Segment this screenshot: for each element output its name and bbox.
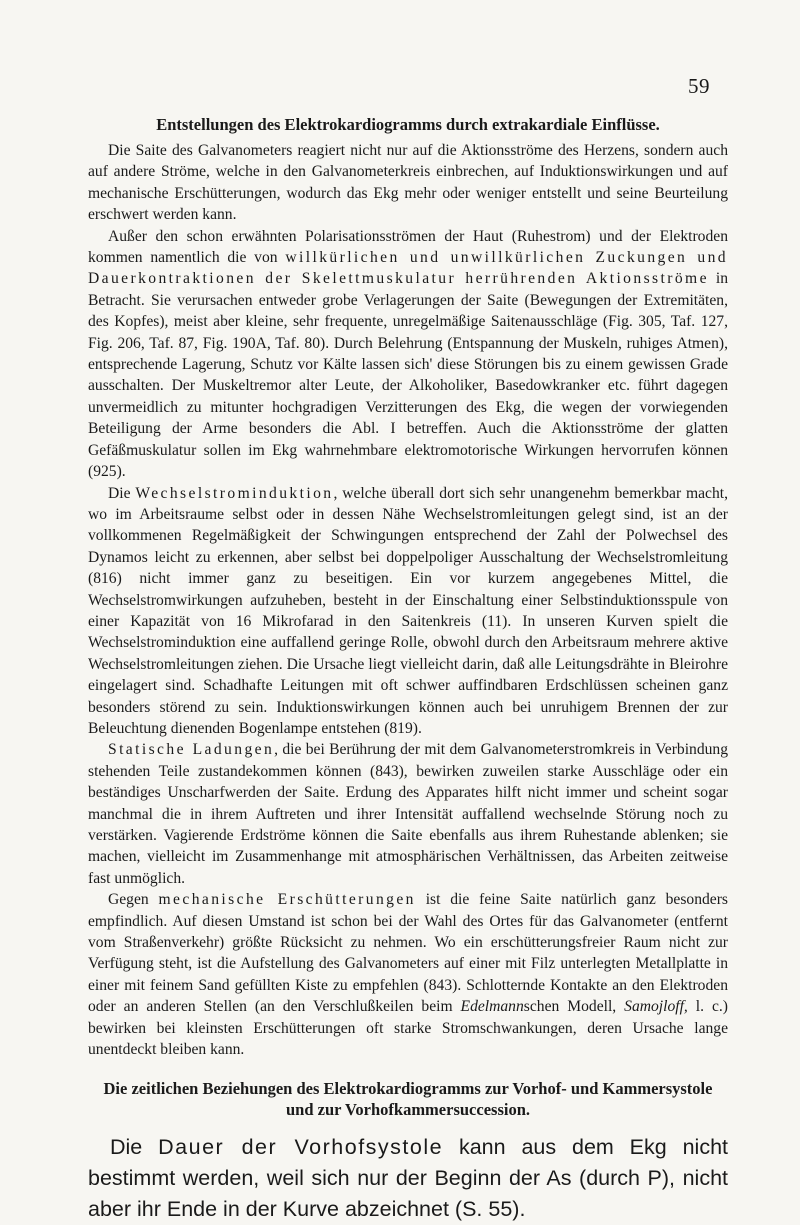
- page-number: 59: [688, 74, 710, 98]
- emphasis-text: mechanische Erschütterungen: [158, 891, 416, 909]
- author-name: Samojloff,: [624, 998, 688, 1016]
- paragraph-intro: Die Saite des Galvanometers reagiert nicht nur auf die Aktionsströme des Herzens, sondern auch auf andere Ströme, welche in den Galvanometerkreis einbrechen, auf Induktionswirkungen und auf mechanische Erschütterungen, wodurch das Ekg mehr oder weniger entstellt und seine Beurteilung erschwert werden kann.: [88, 142, 728, 224]
- emphasis-text: Wechselstrominduktion: [135, 484, 334, 502]
- text-run: Die: [110, 1135, 159, 1160]
- paragraph-atrial-systole: [88, 1132, 728, 1225]
- section-title-line: und zur Vorhofkammersuccession.: [285, 1100, 530, 1120]
- text-run: in Betracht. Sie verursachen entweder grobe Verlagerungen der Saite (Bewegungen der Extremitäten, des Kopfes), meist aber kleine, sehr frequente, unregelmäßige Saitenausschläge (Fig. 305, Taf. 127, Fig. 206, Taf. 87, Fig. 190A, Taf. 80). Durch Belehrung (Entspannung der Muskeln, ruhiges Atmen), entsprechende Lagerung, Schutz vor Kälte lassen sich' diese Störungen bis zu einem gewissen Grade ausschalten. Der Muskeltremor alter Leute, der Alkoholiker, Basedowkranker etc. führt dagegen unvermeidlich zu mitunter hochgradigen Verzitterungen des Ekg, die wegen der vorwiegenden Beteiligung der Arme besonders die Abl. I betreffen. Auch die Aktionsströme der glatten Gefäßmuskulatur sollen im Ekg wahrnehmbare elektromotorische Wirkungen hervorrufen können (925).: [88, 270, 728, 481]
- text-run: kann aus dem Ekg nicht bestimmt werden, weil sich nur der Beginn der As (durch P), nicht aber ihr Ende in der Kurve abzeichnet (S. 55).: [88, 1135, 729, 1222]
- text-run: Die: [108, 484, 136, 502]
- emphasis-text: Dauer der Vorhofsystole: [158, 1135, 444, 1160]
- emphasis-text: Statische Ladungen: [108, 741, 275, 759]
- section-title-line: Die zeitlichen Beziehungen des Elektrokardiogramms zur Vorhof- und Kammersystole: [103, 1079, 713, 1099]
- section-title: Entstellungen des Elektrokardiogramms durch extrakardiale Einflüsse.: [156, 115, 660, 134]
- paragraph-ac-induction: [88, 483, 728, 740]
- section-title: [88, 1078, 728, 1120]
- text-run: l. c.) bewirken bei kleinsten Erschütterungen oft starke Stromschwankungen, deren Ursache lange unentdeckt bleiben kann.: [88, 998, 729, 1059]
- paragraph-mechanical-vibrations: [88, 889, 728, 1060]
- emphasis-text: willkürlichen und unwillkürlichen Zuckungen und Dauerkontraktionen der Skelettmuskulatur herrührenden Aktionsströme: [88, 249, 728, 288]
- paragraph-muscle-currents: [88, 226, 728, 483]
- text-run: Gegen: [108, 891, 159, 909]
- page-content: [88, 114, 728, 1225]
- author-name: Edelmann: [460, 998, 524, 1016]
- text-run: ist die feine Saite natürlich ganz besonders empfindlich. Auf diesen Umstand ist schon bei der Wahl des Ortes für das Galvanometer (entfernt vom Straßenverkehr) größte Rücksicht zu nehmen. Wo ein erschütterungsfreier Raum nicht zur Verfügung steht, ist die Aufstellung des Galvanometers auf einer mit Filz unterlegten Metallplatte in einer mit feinem Sand gefüllten Kiste zu empfehlen (843). Schlotternde Kontakte an den Elektroden oder an anderen Stellen (an den Verschlußkeilen beim: [88, 891, 728, 1016]
- paragraph-static-charges: [88, 739, 728, 889]
- text-run: Außer den schon erwähnten Polarisationsströmen der Haut (Ruhestrom) und der Elektroden kommen namentlich die von: [88, 227, 728, 267]
- text-run: schen Modell,: [523, 998, 625, 1016]
- text-run: , die bei Berührung der mit dem Galvanometerstromkreis in Verbindung stehenden Teile zustandekommen können (843), bewirken zuweilen starke Ausschläge oder ein beständiges Unscharfwerden der Saite. Erdung des Apparates hilft nicht immer und scheint sogar manchmal die in ihrem Auftreten und ihrer Intensität auffallend wechselnde Störung noch zu verstärken. Vagierende Erdströme können die Saite ebenfalls aus ihrem Ruhestande ablenken; sie machen, vielleicht im Zusammenhange mit atmosphärischen Verhältnissen, das Arbeiten zeitweise fast unmöglich.: [88, 741, 729, 887]
- text-run: , welche überall dort sich sehr unangenehm bemerkbar macht, wo im Arbeitsraume selbst oder in dessen Nähe Wechselstromleitungen gelegt sind, ist an der vollkommenen Regelmäßigkeit der Schwingungen entsprechend der Zahl der Polwechsel des Dynamos leicht zu erkennen, aber selbst bei doppelpoliger Ausschaltung der Wechselstromleitung (816) nicht immer ganz zu beseitigen. Ein vor kurzem angegebenes Mittel, die Wechselstromwirkungen aufzuheben, besteht in der Einschaltung einer Selbstinduktionsspule von einer Kapazität von 16 Mikrofarad in den Saitenkreis (11). In unseren Kurven spielt die Wechselstrominduktion eine auffallend geringe Rolle, obwohl durch den Arbeitsraum mehrere aktive Wechselstromleitungen ziehen. Die Ursache liegt vielleicht darin, daß alle Leitungsdrähte in Bleirohre eingelagert sind. Schadhafte Leitungen mit oft schwer auffindbaren Erdschlüssen scheinen ganz besonders störend zu sein. Induktionswirkungen können auch bei unruhigem Brennen der zur Beleuchtung dienenden Bogenlampe entstehen (819).: [88, 484, 728, 737]
